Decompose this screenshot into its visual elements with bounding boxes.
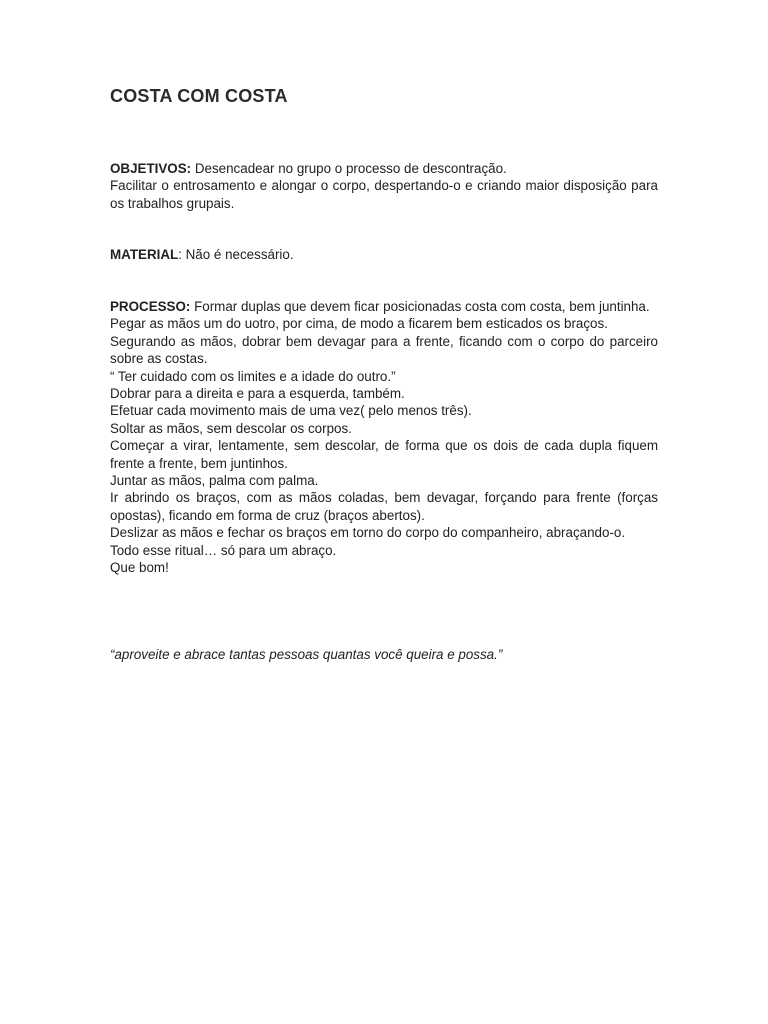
processo-step-5: Dobrar para a direita e para a esquerda, também. bbox=[110, 386, 405, 402]
processo-step-4: “ Ter cuidado com os limites e a idade do outro.” bbox=[110, 368, 396, 384]
material-section bbox=[110, 246, 658, 263]
objetivos-text-2: Facilitar o entrosamento e alongar o corpo, despertando-o e criando maior disposição para os trabalhos grupais. bbox=[110, 178, 658, 211]
processo-step-6: Efetuar cada movimento mais de uma vez( pelo menos três). bbox=[110, 403, 472, 419]
processo-step bbox=[110, 298, 658, 315]
processo-step-9: Juntar as mãos, palma com palma. bbox=[110, 473, 319, 489]
objetivos-label: OBJETIVOS: bbox=[110, 161, 192, 176]
processo-step-2: Pegar as mãos um do uotro, por cima, de modo a ficarem bem esticados os braços. bbox=[110, 316, 608, 332]
processo-step-8: Começar a virar, lentamente, sem descolar, de forma que os dois de cada dupla fiquem frente a frente, bem juntinhos. bbox=[110, 438, 658, 471]
processo-step-7: Soltar as mãos, sem descolar os corpos. bbox=[110, 420, 352, 436]
processo-step-12: Todo esse ritual… só para um abraço. bbox=[110, 542, 337, 558]
closing-quote: “aproveite e abrace tantas pessoas quantas você queira e possa.” bbox=[110, 647, 503, 662]
processo-step-13: Que bom! bbox=[110, 560, 169, 576]
processo-step-1: Formar duplas que devem ficar posicionadas costa com costa, bem juntinha. bbox=[194, 299, 650, 314]
processo-step-10: Ir abrindo os braços, com as mãos coladas, bem devagar, forçando para frente (forças opostas), ficando em forma de cruz (braços abertos). bbox=[110, 490, 658, 523]
processo-label: PROCESSO: bbox=[110, 299, 191, 314]
document-title: COSTA COM COSTA bbox=[110, 86, 288, 106]
material-label: MATERIAL bbox=[110, 247, 179, 262]
material-text: : Não é necessário. bbox=[178, 247, 294, 262]
objetivos-text-1: Desencadear no grupo o processo de descontração. bbox=[194, 161, 507, 176]
processo-step-3: Segurando as mãos, dobrar bem devagar para a frente, ficando com o corpo do parceiro sobre as costas. bbox=[110, 333, 658, 367]
objetivos-line-1 bbox=[110, 160, 658, 177]
processo-section bbox=[110, 298, 658, 577]
processo-step-11: Deslizar as mãos e fechar os braços em torno do corpo do companheiro, abraçando-o. bbox=[110, 525, 626, 541]
objetivos-section bbox=[110, 160, 658, 212]
